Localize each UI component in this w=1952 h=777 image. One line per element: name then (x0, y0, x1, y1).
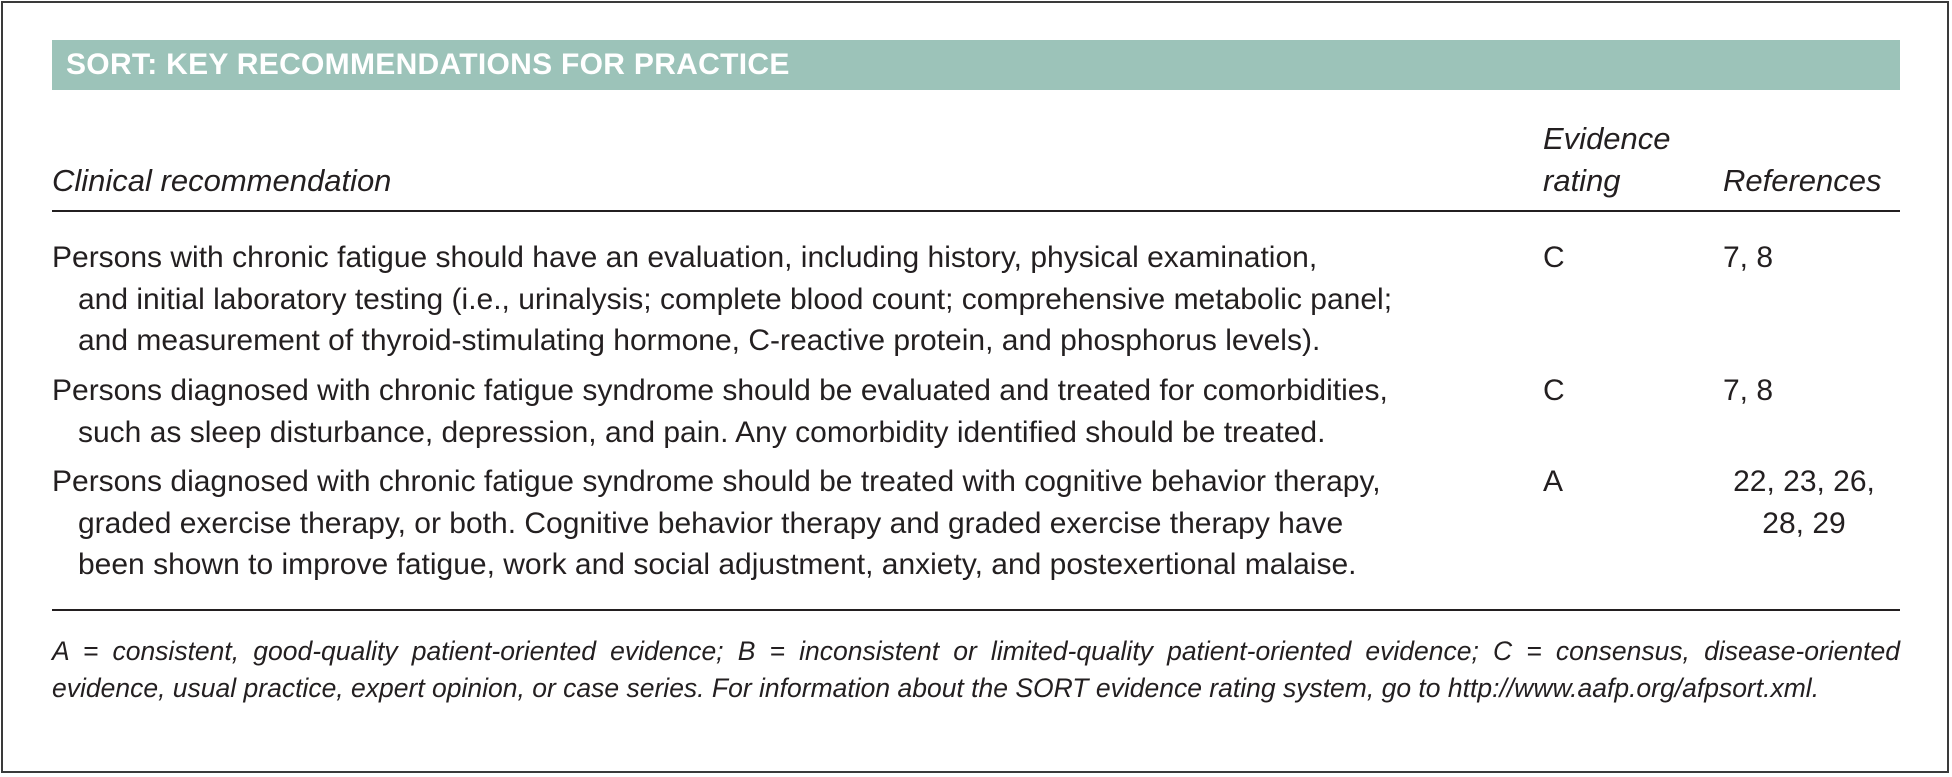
header-evidence-line1: Evidence (1543, 121, 1671, 156)
recommendation-3 (52, 461, 1507, 586)
evidence-rating-3: A (1543, 465, 1564, 498)
references-2: 7, 8 (1723, 374, 1774, 407)
evidence-rating-1: C (1543, 241, 1565, 274)
recommendation-1-line-3: and measurement of thyroid-stimulating hormone, C-reactive protein, and phosphorus levels). (78, 324, 1321, 357)
table-title: SORT: KEY RECOMMENDATIONS FOR PRACTICE (66, 48, 790, 81)
evidence-rating-2: C (1543, 374, 1565, 407)
recommendation-3-line-2: graded exercise therapy, or both. Cognitive behavior therapy and graded exercise therapy have (78, 506, 1344, 540)
references-3: 22, 23, 26, 28, 29 (1733, 465, 1875, 540)
header-clinical-recommendation: Clinical recommendation (52, 163, 392, 198)
references-1: 7, 8 (1723, 241, 1774, 274)
footer-rule (52, 609, 1900, 611)
recommendation-1-line-1: Persons with chronic fatigue should have an evaluation, including history, physical examination, (52, 241, 1318, 274)
header-rule (52, 210, 1900, 212)
header-references: References (1723, 163, 1882, 198)
recommendation-2-line-1: Persons diagnosed with chronic fatigue syndrome should be evaluated and treated for comorbidities, (52, 374, 1388, 407)
header-evidence-line2: rating (1543, 163, 1621, 198)
evidence-footnote: A = consistent, good-quality patient-oriented evidence; B = inconsistent or limited-quality patient-oriented evidence; C = consensus, disease-oriented evidence, usual practice, expert opinion, or case series. For information about the SORT evidence rating system, go to http://www.aafp.org/afpsort.xml. (52, 636, 1900, 703)
recommendation-1-line-2: and initial laboratory testing (i.e., urinalysis; complete blood count; comprehensive metabolic panel; (78, 282, 1393, 316)
recommendation-1 (52, 237, 1507, 362)
recommendation-2-line-2: such as sleep disturbance, depression, and pain. Any comorbidity identified should be treated. (78, 415, 1326, 449)
recommendation-2 (52, 370, 1507, 453)
title-banner (52, 40, 1900, 90)
recommendation-3-line-3: been shown to improve fatigue, work and social adjustment, anxiety, and postexertional malaise. (78, 548, 1357, 581)
recommendation-3-line-1: Persons diagnosed with chronic fatigue syndrome should be treated with cognitive behavior therapy, (52, 465, 1381, 498)
